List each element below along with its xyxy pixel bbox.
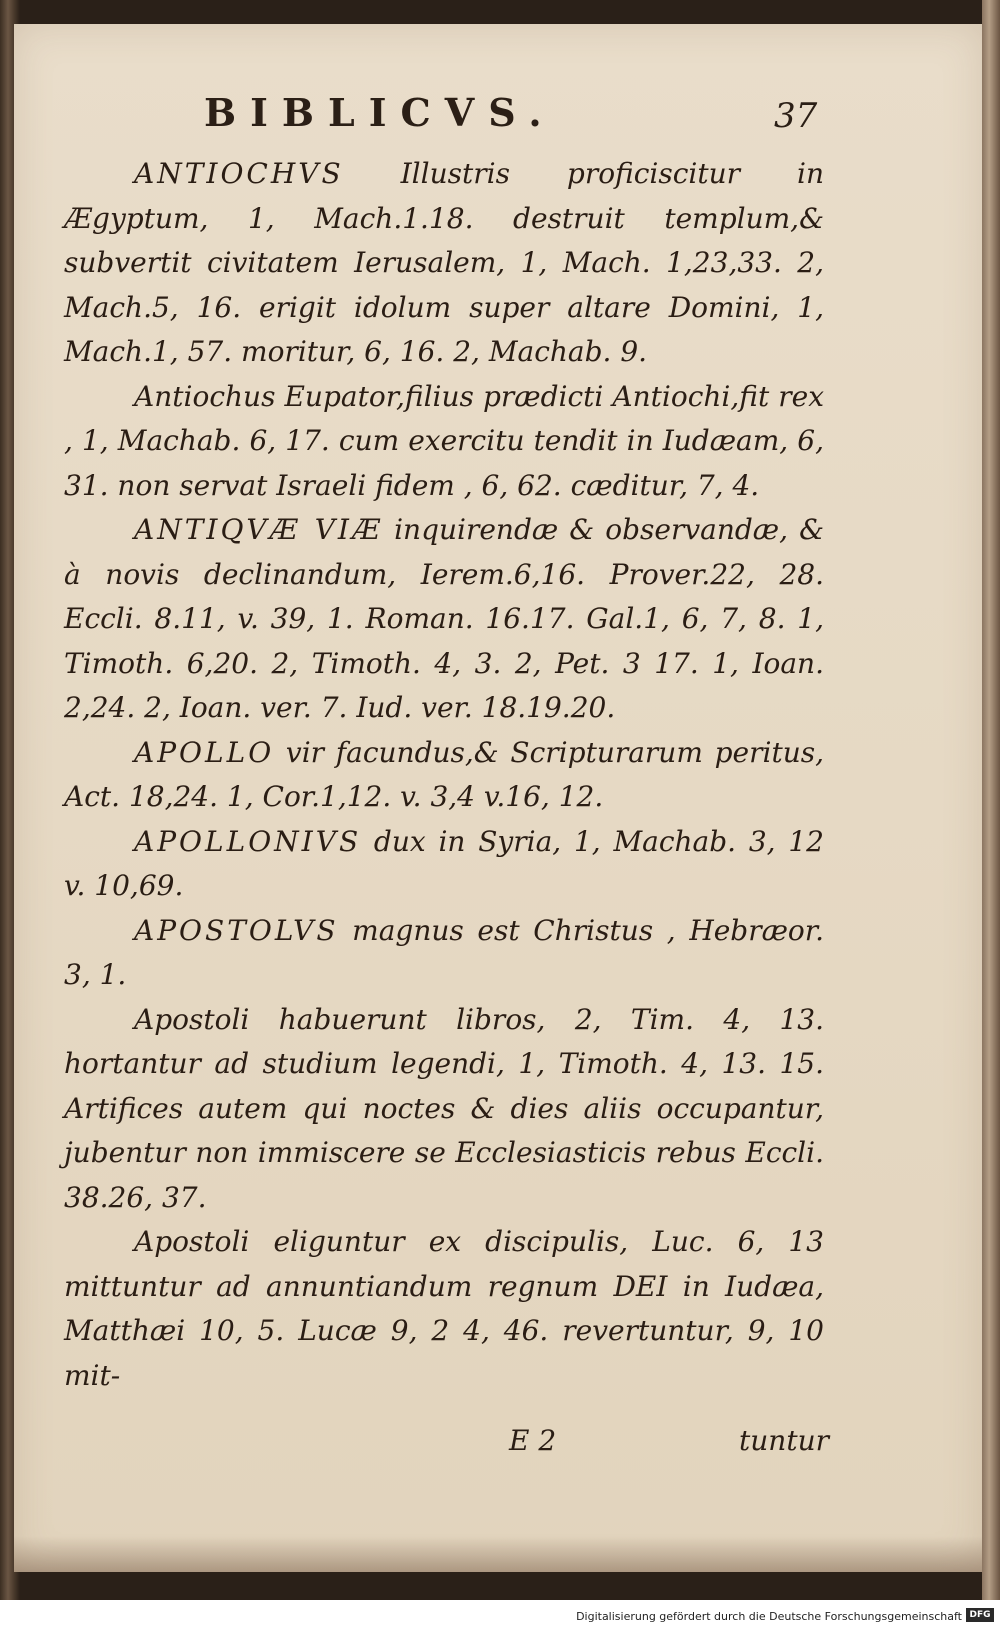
entry-head: APOLLONIVS (134, 824, 362, 858)
page-edge (982, 0, 1000, 1600)
page-number: 37 (774, 96, 818, 136)
entry-head: ANTIQVÆ VIÆ (134, 513, 384, 546)
entry-antiquae-viae (64, 508, 824, 731)
entry-head: APOSTOLVS (134, 913, 339, 947)
catchline (509, 1424, 829, 1457)
entry-apostoli-libros (64, 998, 824, 1221)
index-text (64, 152, 824, 1398)
book-page (14, 24, 982, 1572)
entry-text: vir facundus,& Scripturarum peritus, Act. 18,24. 1, Cor.1,12. v. 3,4 v.16, 12. (64, 735, 824, 813)
entry-text: dux in Syria, 1, Machab. 3, 12 v. 10,69. (64, 824, 824, 902)
entry-apostoli-eliguntur (64, 1220, 824, 1398)
entry-text: Antiochus Eupator,filius prædicti Antiochi,fit rex , 1, Machab. 6, 17. cum exercitu tendit in Iudæam, 6, 31. non servat Israeli fidem , 6, 62. cæditur, 7, 4. (64, 379, 824, 502)
entry-text: inquirendæ & observandæ, & à novis declinandum, Ierem.6,16. Prover.22, 28. Eccli. 8.11, v. 39, 1. Roman. 16.17. Gal.1, 6, 7, 8. 1, Timoth. 6,20. 2, Timoth. 4, 3. 2, Pet. 3 17. 1, Ioan. 2,24. 2, Ioan. ver. 7. Iud. ver. 18.19.20. (64, 513, 825, 724)
entry-antiochus (64, 152, 824, 375)
entry-text: magnus est Christus , Hebræor. 3, 1. (64, 913, 824, 991)
signature-mark: E 2 (509, 1424, 557, 1457)
entry-antiochus-eupator (64, 375, 824, 509)
running-head: BIBLICVS. (204, 90, 556, 135)
dfg-logo: DFG (966, 1608, 994, 1622)
entry-apostolus (64, 909, 824, 998)
catchword: tuntur (739, 1424, 829, 1457)
entry-head: ANTIOCHVS (134, 157, 344, 190)
entry-text: Apostoli habuerunt libros, 2, Tim. 4, 13. hortantur ad studium legendi, 1, Timoth. 4, 13. 15. Artifices autem qui noctes & dies aliis occupantur, jubentur non immiscere se Ecclesiasticis rebus Eccli. 38.26, 37. (64, 1002, 824, 1214)
entry-head: APOLLO (134, 735, 275, 769)
entry-apollonius (64, 820, 824, 909)
entry-text: Illustris proficiscitur in Ægyptum, 1, Mach.1.18. destruit templum,& subvertit civitatem Ierusalem, 1, Mach. 1,23,33. 2, Mach.5, 16. erigit idolum super altare Domini, 1, Mach.1, 57. moritur, 6, 16. 2, Machab. 9. (64, 157, 824, 368)
entry-text: Apostoli eliguntur ex discipulis, Luc. 6, 13 mittuntur ad annuntiandum regnum DEI in Iudæa, Matthæi 10, 5. Lucæ 9, 2 4, 46. revertuntur, 9, 10 mit- (64, 1225, 824, 1392)
digitization-credit: Digitalisierung gefördert durch die Deutsche Forschungsgemeinschaft (576, 1610, 962, 1623)
entry-apollo (64, 731, 824, 820)
